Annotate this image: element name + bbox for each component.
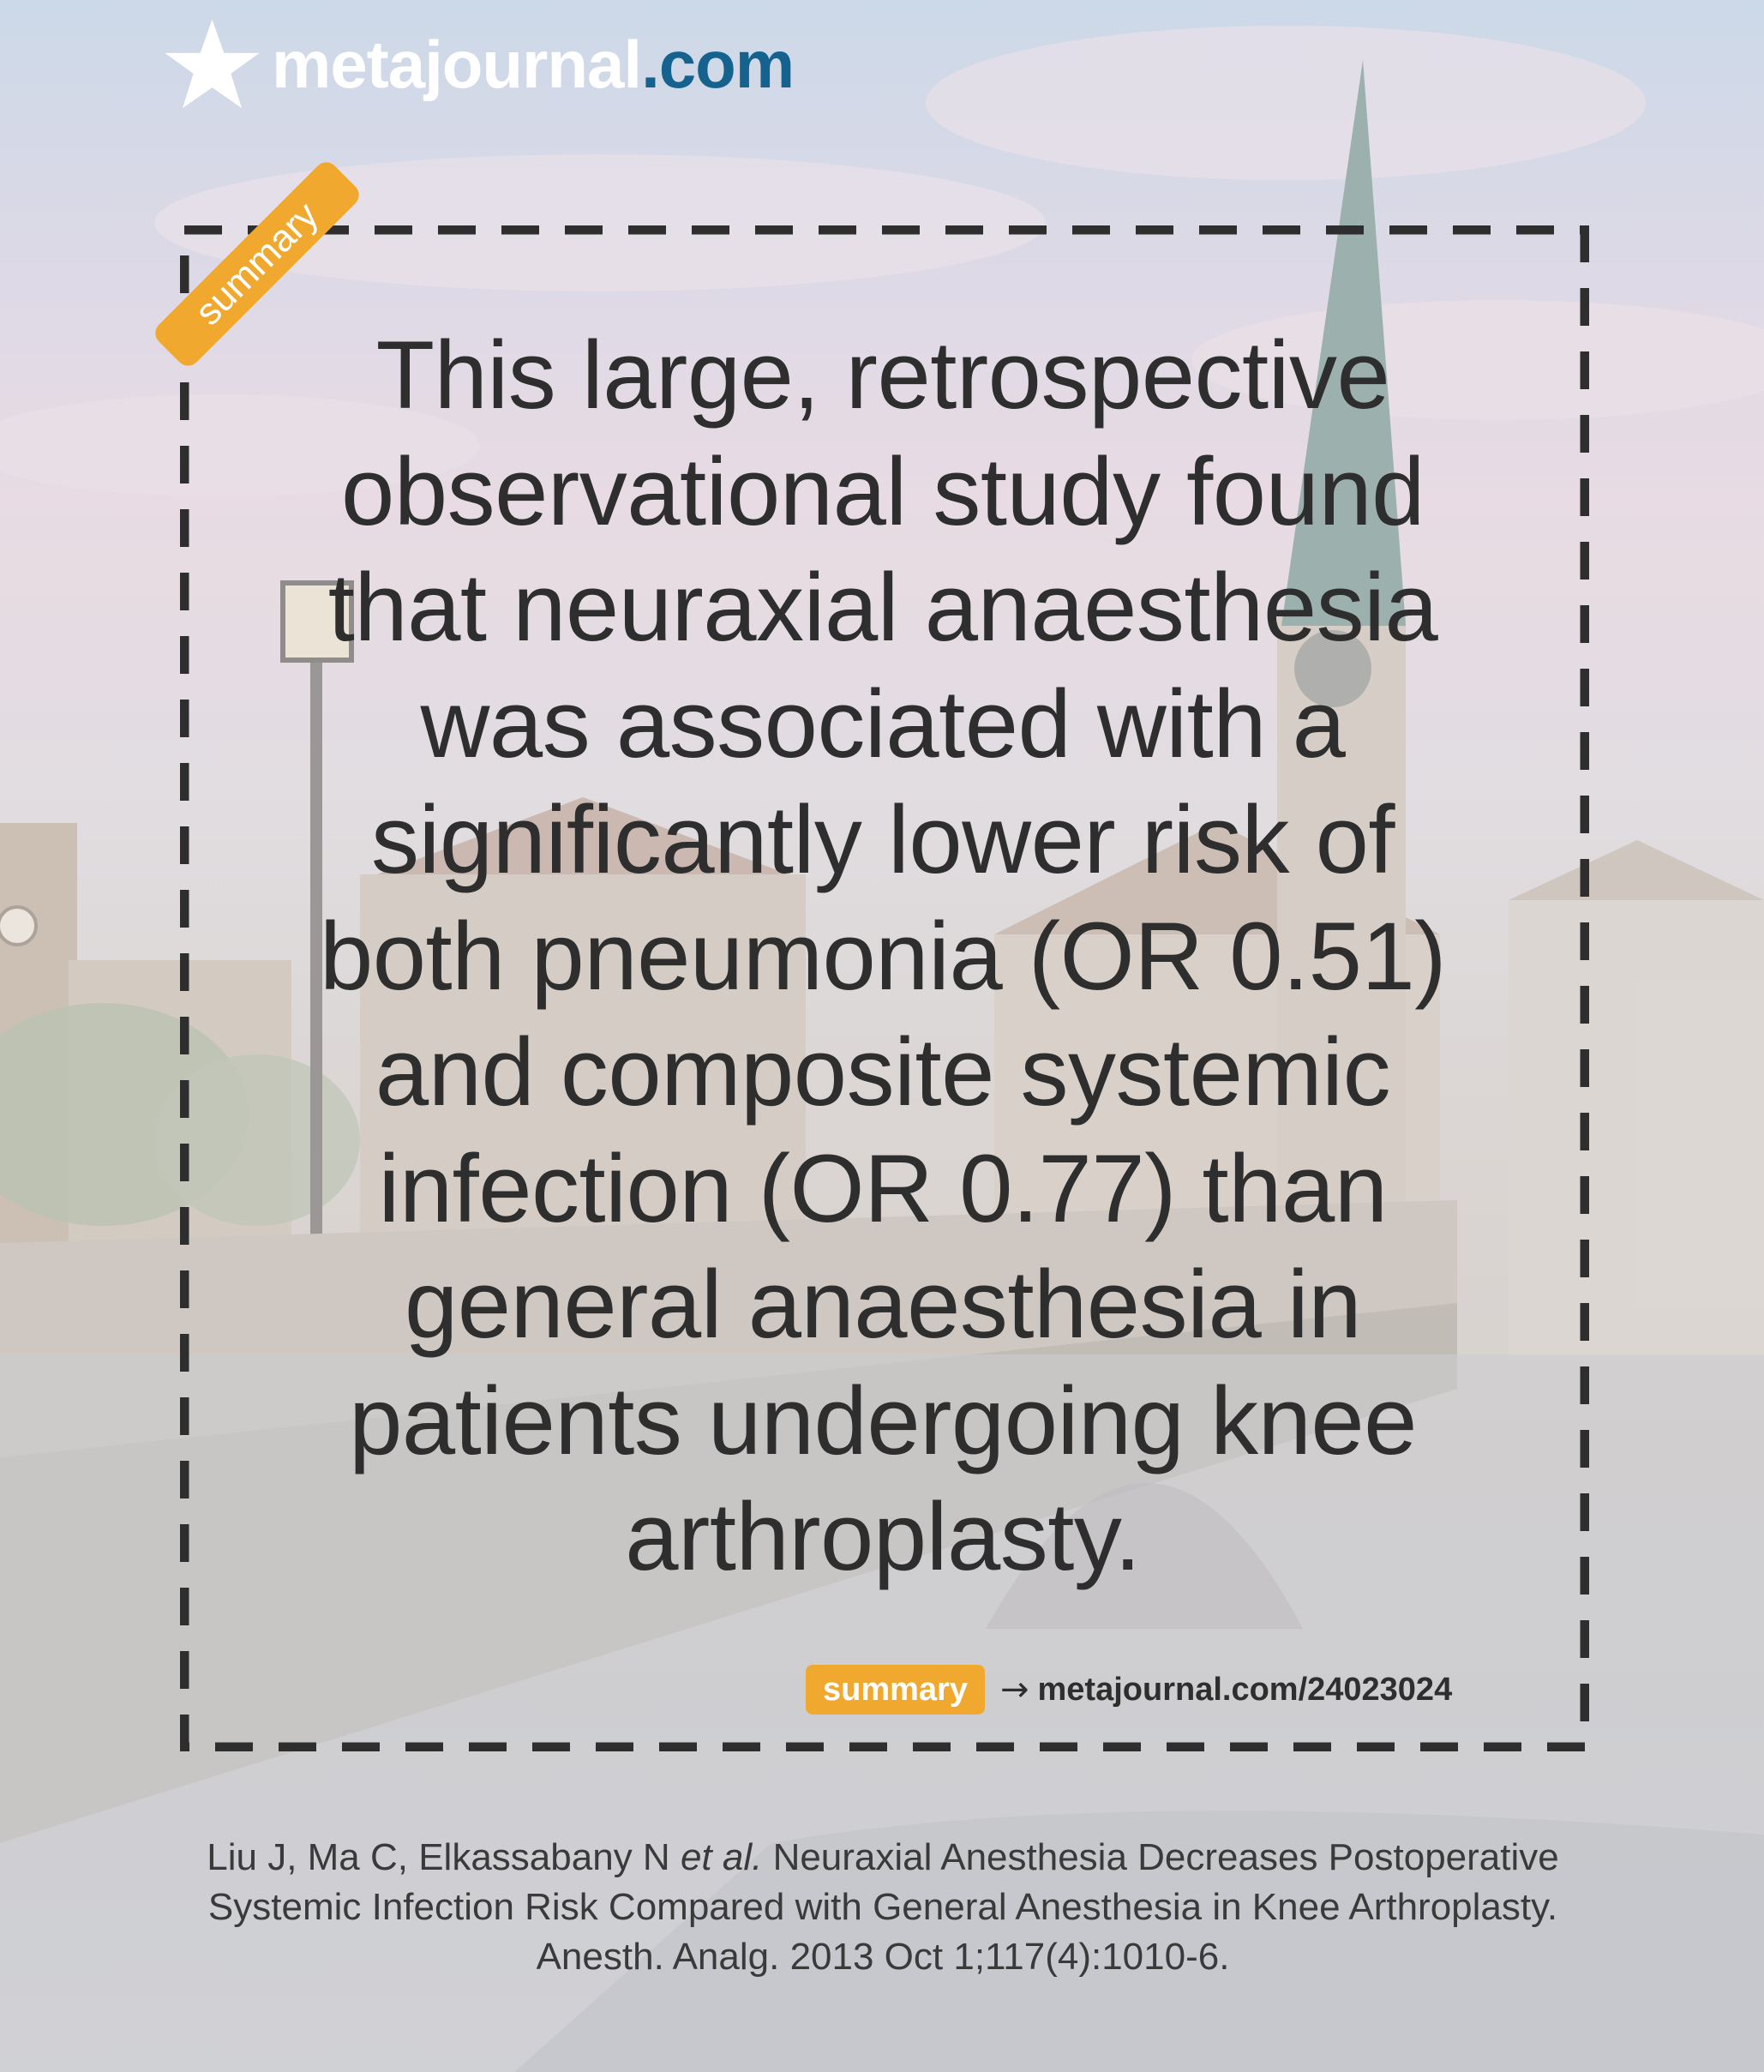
citation-line-1	[111, 1833, 1654, 1883]
citation-title-part1: Neuraxial Anesthesia Decreases Postoperative	[772, 1836, 1559, 1878]
logo-wordmark	[272, 27, 795, 102]
summary-url[interactable]: metajournal.com/24023024	[1037, 1671, 1453, 1708]
arrow-right-icon: →	[999, 1670, 1029, 1709]
logo-name: metajournal	[272, 27, 642, 102]
citation-etal: et al.	[680, 1836, 763, 1878]
site-logo[interactable]	[163, 17, 794, 111]
summary-link[interactable]	[806, 1663, 1452, 1716]
citation-authors: Liu J, Ma C, Elkassabany N	[207, 1836, 670, 1878]
citation	[111, 1833, 1654, 1982]
star-icon	[163, 17, 261, 111]
citation-line-2: Systemic Infection Risk Compared with General Anesthesia in Knee Arthroplasty.	[207, 1886, 1558, 1928]
summary-badge[interactable]: summary	[806, 1665, 985, 1715]
logo-tld: .com	[641, 27, 795, 102]
summary-ribbon-label: summary	[187, 194, 327, 333]
summary-statement: This large, retrospective observational study found that neuraxial anaesthesia was associated with a significantly lower risk of both pneumonia (OR 0.51) and composite systemic infection (OR 0.77) than general anaesthesia in patients undergoing knee arthroplasty.	[319, 321, 1447, 1590]
citation-source: Anesth. Analg. 2013 Oct 1;117(4):1010-6.	[536, 1936, 1230, 1978]
